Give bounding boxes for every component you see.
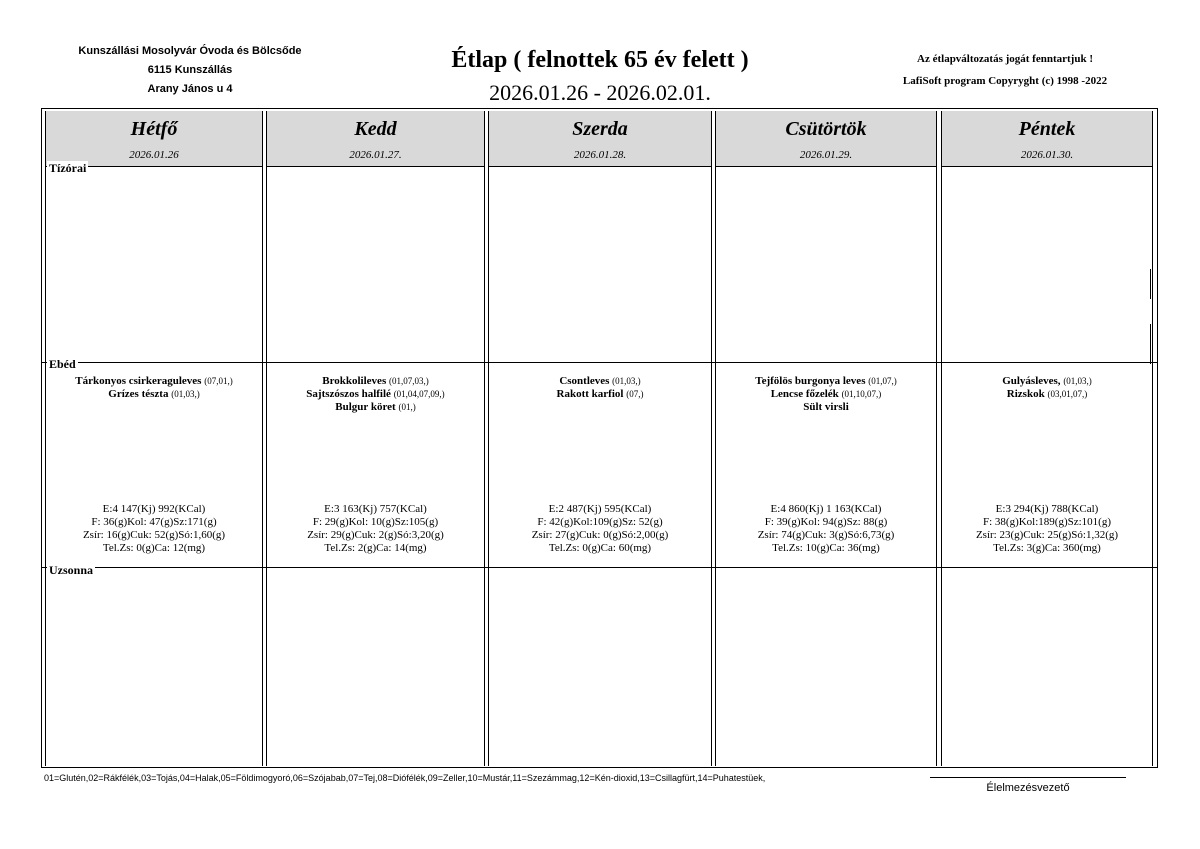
nutrition-fat: Zsír: 29(g)Cuk: 2(g)Só:3,20(g) xyxy=(307,529,444,541)
section-label-afternoon: Uzsonna xyxy=(49,563,94,577)
allergen-codes: (07,) xyxy=(626,389,644,399)
nutrition-energy: E:4 147(Kj) 992(KCal) xyxy=(102,503,206,515)
dish-name: Tejfölös burgonya leves xyxy=(755,375,866,387)
header-notes xyxy=(840,48,1170,92)
dish-line xyxy=(266,375,485,388)
afternoon-divider xyxy=(42,567,1157,568)
day-date: 2026.01.30. xyxy=(1020,149,1074,161)
allergen-codes: (03,01,07,) xyxy=(1047,389,1088,399)
day-header xyxy=(942,111,1152,167)
nutrition-protein: F: 29(g)Kol: 10(g)Sz:105(g) xyxy=(312,516,439,528)
dish-line xyxy=(488,375,712,388)
allergen-codes: (01,10,07,) xyxy=(841,389,882,399)
nutrition-energy: E:3 163(Kj) 757(KCal) xyxy=(324,503,427,515)
dish-line xyxy=(488,388,712,401)
lunch-menu-thursday xyxy=(715,375,937,414)
nutrition-fat: Zsír: 16(g)Cuk: 52(g)Só:1,60(g) xyxy=(82,529,226,541)
copyright-text: LafiSoft program Copyryght (c) 1998 -2022 xyxy=(902,75,1108,87)
dish-line xyxy=(941,375,1153,388)
page-title: Étlap ( felnottek 65 év felett ) xyxy=(451,47,749,73)
allergen-codes: (01,04,07,09,) xyxy=(393,389,445,399)
lunch-divider xyxy=(42,362,1157,363)
nutrition-fat: Zsír: 23(g)Cuk: 25(g)Só:1,32(g) xyxy=(975,529,1119,541)
day-date: 2026.01.27. xyxy=(349,149,402,161)
day-header xyxy=(489,111,711,167)
dish-line xyxy=(266,401,485,414)
dish-name: Grízes tészta xyxy=(108,388,169,400)
dish-name: Rakott karfiol xyxy=(556,388,624,400)
dish-line xyxy=(715,401,937,414)
nutrition-fat: Zsír: 27(g)Cuk: 0(g)Só:2,00(g) xyxy=(531,529,669,541)
nutrition-protein: F: 42(g)Kol:109(g)Sz: 52(g) xyxy=(537,516,663,528)
org-postal: 6115 Kunszállás xyxy=(147,64,233,76)
dish-name: Bulgur köret xyxy=(335,401,396,413)
dish-line xyxy=(45,375,263,388)
day-column-wednesday xyxy=(488,111,712,766)
allergen-codes: (07,01,) xyxy=(204,376,233,386)
dish-name: Lencse főzelék xyxy=(770,388,839,400)
allergen-codes: (01,07,03,) xyxy=(388,376,429,386)
nutrition-saturated: Tel.Zs: 2(g)Ca: 14(mg) xyxy=(324,542,427,554)
dish-name: Brokkolileves xyxy=(322,375,387,387)
lunch-menu-monday xyxy=(45,375,263,401)
signature-label: Élelmezésvezető xyxy=(986,782,1070,794)
org-name: Kunszállási Mosolyvár Óvoda és Bölcsőde xyxy=(78,45,302,57)
nutrition-thursday xyxy=(715,503,937,555)
date-range: 2026.01.26 - 2026.02.01. xyxy=(489,80,711,105)
nutrition-saturated: Tel.Zs: 0(g)Ca: 60(mg) xyxy=(548,542,652,554)
nutrition-protein: F: 38(g)Kol:189(g)Sz:101(g) xyxy=(982,516,1111,528)
dish-name: Csontleves xyxy=(559,375,610,387)
title-block xyxy=(400,44,800,108)
day-name: Hétfő xyxy=(130,118,178,140)
lunch-menu-friday xyxy=(941,375,1153,401)
nutrition-saturated: Tel.Zs: 10(g)Ca: 36(mg) xyxy=(772,542,880,554)
nutrition-monday xyxy=(45,503,263,555)
organization-info xyxy=(60,42,320,99)
day-header xyxy=(267,111,484,167)
dish-line xyxy=(715,388,937,401)
allergen-codes: (01,03,) xyxy=(1063,376,1092,386)
section-label-morning: Tízórai xyxy=(49,161,87,175)
day-column-monday xyxy=(45,111,263,766)
day-date: 2026.01.26 xyxy=(129,149,179,161)
day-name: Péntek xyxy=(1018,118,1076,140)
dish-line xyxy=(715,375,937,388)
nutrition-energy: E:3 294(Kj) 788(KCal) xyxy=(995,503,1099,515)
change-notice: Az étlapváltozatás jogát fenntartjuk ! xyxy=(917,53,1093,65)
dish-name: Tárkonyos csirkeraguleves xyxy=(75,375,202,387)
dish-line xyxy=(45,388,263,401)
menu-grid xyxy=(41,108,1158,768)
nutrition-saturated: Tel.Zs: 3(g)Ca: 360(mg) xyxy=(993,542,1101,554)
dish-name: Sajtszószos halfilé xyxy=(306,388,391,400)
dish-line xyxy=(941,388,1153,401)
nutrition-tuesday xyxy=(266,503,485,555)
day-column-tuesday xyxy=(266,111,485,766)
nutrition-fat: Zsír: 74(g)Cuk: 3(g)Só:6,73(g) xyxy=(757,529,895,541)
day-name: Kedd xyxy=(354,118,397,140)
day-header xyxy=(46,111,262,167)
allergen-codes: (01,03,) xyxy=(171,389,200,399)
nutrition-wednesday xyxy=(488,503,712,555)
allergen-codes: (01,03,) xyxy=(612,376,641,386)
allergen-codes: (01,07,) xyxy=(868,376,897,386)
dish-name: Rizskok xyxy=(1006,388,1045,400)
day-header xyxy=(716,111,936,167)
day-column-thursday xyxy=(715,111,937,766)
nutrition-friday xyxy=(941,503,1153,555)
dish-name: Sült virsli xyxy=(803,401,849,413)
allergen-codes: (01,) xyxy=(398,402,416,412)
day-name: Csütörtök xyxy=(785,118,867,140)
lunch-menu-wednesday xyxy=(488,375,712,401)
section-label-lunch: Ebéd xyxy=(49,357,76,371)
allergen-legend: 01=Glutén,02=Rákfélék,03=Tojás,04=Halak,05=Földimogyoró,06=Szójabab,07=Tej,08=Diófélék,09=Zeller,10=Mustár,11=Szezámmag,12=Kén-dioxid,13=Csillagfürt,14=Puhatestüek, xyxy=(44,773,766,783)
signature-line xyxy=(930,777,1126,778)
nutrition-saturated: Tel.Zs: 0(g)Ca: 12(mg) xyxy=(102,542,206,554)
day-name: Szerda xyxy=(572,118,628,140)
lunch-menu-tuesday xyxy=(266,375,485,414)
day-column-friday xyxy=(941,111,1153,766)
nutrition-energy: E:4 860(Kj) 1 163(KCal) xyxy=(770,503,882,515)
nutrition-protein: F: 36(g)Kol: 47(g)Sz:171(g) xyxy=(91,516,217,528)
nutrition-energy: E:2 487(Kj) 595(KCal) xyxy=(548,503,652,515)
org-address: Arany János u 4 xyxy=(147,83,233,95)
dish-line xyxy=(266,388,485,401)
day-date: 2026.01.29. xyxy=(799,149,853,161)
nutrition-protein: F: 39(g)Kol: 94(g)Sz: 88(g) xyxy=(764,516,888,528)
dish-name: Gulyásleves, xyxy=(1002,375,1061,387)
day-date: 2026.01.28. xyxy=(573,149,627,161)
